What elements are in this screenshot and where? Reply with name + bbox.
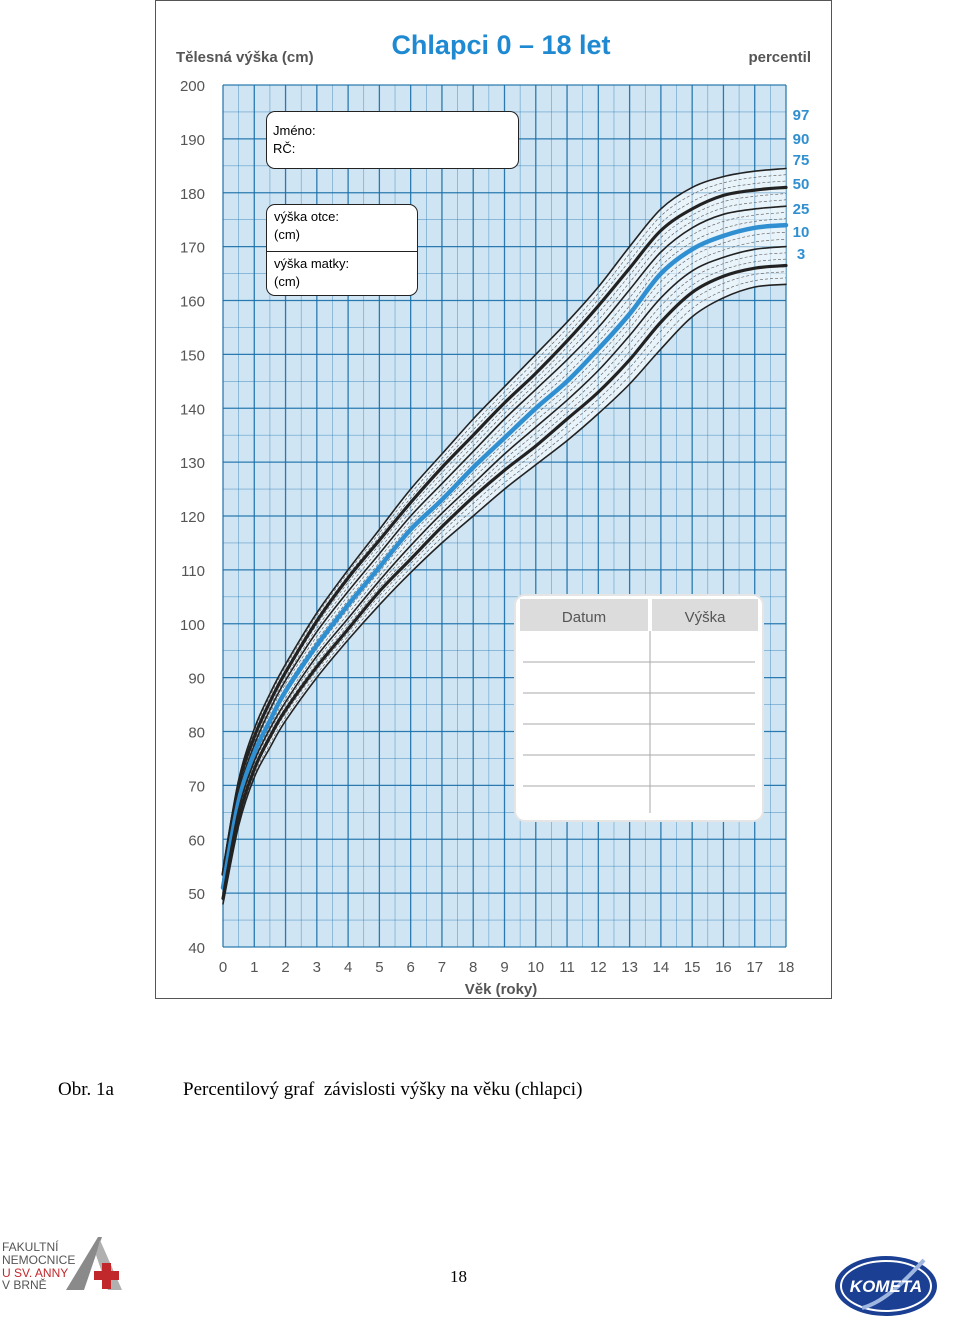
name-label: Jméno: (273, 123, 316, 138)
legend-label-3: 3 (796, 246, 806, 263)
x-tick-label: 6 (406, 959, 415, 976)
y-tick-label: 190 (179, 131, 205, 149)
legend-label-10: 10 (792, 224, 810, 241)
legend-label-90: 90 (792, 131, 810, 148)
y-tick-label: 130 (179, 455, 205, 473)
x-tick-label: 12 (589, 959, 607, 976)
parent-height-box[interactable] (266, 204, 418, 296)
x-tick-label: 13 (621, 959, 638, 976)
y-tick-label: 200 (179, 78, 205, 95)
logo-line-1: FAKULTNÍ (2, 1240, 59, 1254)
x-tick-label: 11 (559, 959, 575, 976)
y-tick-label: 120 (179, 509, 205, 526)
logo-line-2: NEMOCNICE (2, 1253, 76, 1267)
page-number: 18 (450, 1267, 467, 1286)
x-tick-label: 9 (500, 959, 509, 976)
y-tick-label: 140 (179, 401, 205, 419)
x-tick-label: 0 (218, 959, 228, 976)
x-tick-label: 10 (527, 959, 545, 976)
x-tick-label: 15 (683, 959, 701, 976)
y-tick-label: 90 (188, 670, 205, 688)
mother-label: výška matky: (274, 256, 350, 271)
mother-unit: (cm) (274, 274, 300, 289)
hospital-logo-mark (62, 1235, 137, 1291)
y-tick-label: 40 (188, 940, 205, 957)
mother-height-cell[interactable] (267, 251, 417, 297)
father-unit: (cm) (274, 227, 300, 242)
x-tick-label: 18 (777, 959, 795, 976)
y-tick-label: 80 (188, 724, 205, 742)
x-tick-label: 5 (375, 959, 384, 976)
chart-title: Chlapci 0 – 18 let (391, 30, 611, 60)
x-tick-label: 3 (312, 959, 322, 976)
data-table-col-vyska: Výška (684, 609, 726, 626)
father-label: výška otce: (274, 209, 340, 224)
x-tick-label: 8 (469, 959, 478, 976)
father-height-cell[interactable] (267, 205, 417, 251)
rc-label: RČ: (273, 141, 296, 156)
kometa-logo (834, 1252, 944, 1318)
y-tick-label: 150 (179, 347, 205, 365)
x-tick-label: 1 (250, 959, 259, 976)
legend-label-50: 50 (792, 176, 810, 193)
x-tick-label: 14 (652, 959, 670, 976)
legend-label-25: 25 (792, 201, 810, 218)
kometa-logo-text: KOMETA (849, 1277, 923, 1296)
name-box[interactable] (266, 111, 519, 169)
caption-number: Obr. 1a (58, 1079, 114, 1100)
x-axis-label: Věk (roky) (464, 981, 538, 998)
x-tick-label: 16 (715, 959, 732, 976)
x-tick-label: 2 (281, 959, 290, 976)
y-tick-label: 60 (188, 832, 205, 850)
y-tick-label: 160 (179, 293, 205, 311)
y-tick-label: 50 (188, 886, 205, 904)
percentile-header: percentil (748, 49, 811, 66)
caption-text: Percentilový graf závislosti výšky na věku (chlapci) (183, 1079, 583, 1100)
y-axis-label: Tělesná výška (cm) (176, 49, 314, 66)
hospital-logo (0, 1235, 140, 1297)
x-tick-label: 7 (437, 959, 447, 976)
legend-label-75: 75 (792, 152, 810, 169)
y-tick-label: 180 (179, 185, 205, 203)
y-tick-label: 70 (188, 778, 205, 796)
y-tick-label: 110 (181, 562, 205, 580)
logo-line-3: U SV. ANNY (2, 1266, 69, 1280)
x-tick-label: 17 (746, 959, 764, 976)
y-tick-label: 100 (179, 616, 205, 634)
data-table-col-datum: Datum (561, 609, 607, 626)
x-tick-label: 4 (343, 959, 353, 976)
logo-line-4: V BRNĚ (2, 1278, 47, 1292)
legend-label-97: 97 (792, 107, 810, 124)
y-tick-label: 170 (179, 239, 205, 257)
